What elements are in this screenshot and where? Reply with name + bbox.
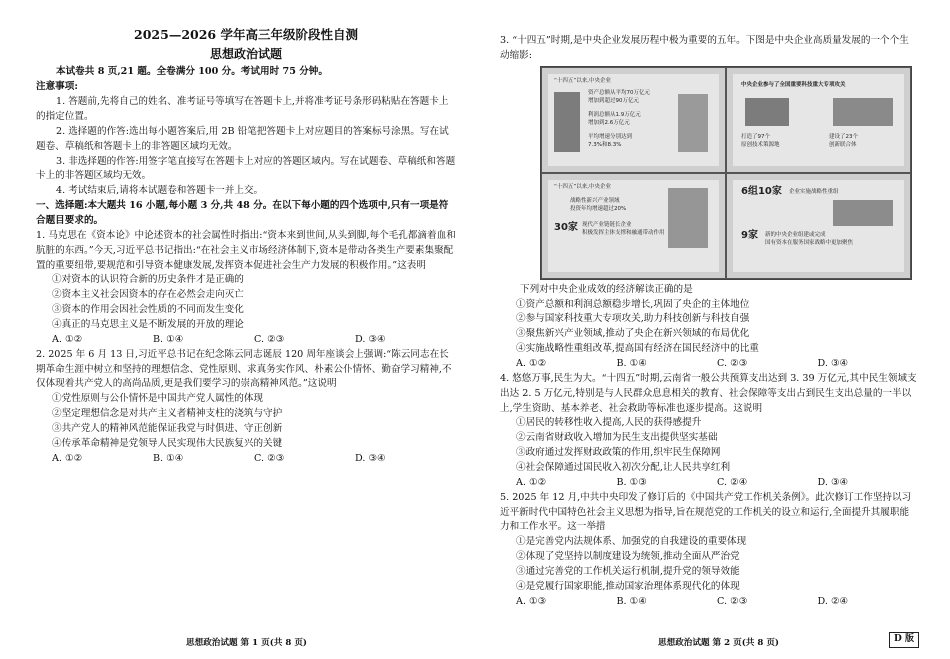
exam-subtitle: 思想政治试题 (209, 46, 282, 61)
option-b: B. ①④ (153, 333, 184, 345)
option-d: D. ③④ (355, 452, 386, 464)
infographic-panel-1 (541, 67, 726, 173)
answer-options (516, 595, 918, 610)
option-a: A. ①③ (516, 595, 547, 607)
option-d: D. ③④ (817, 358, 849, 370)
statement-item: ①资产总额和利润总额稳步增长,巩固了央企的主体地位 (516, 298, 750, 310)
panel-2-line: 创新联合体 (829, 141, 857, 148)
machine-graphic (833, 98, 893, 126)
version-badge: D 版 (889, 632, 919, 648)
option-c: C. ②③ (254, 333, 285, 345)
statement-item: ②资本主义社会因资本的存在必然会走向灭亡 (52, 289, 244, 301)
panel-3-title: “十四五”以来,中央企业 (554, 183, 611, 190)
question-2 (36, 348, 456, 467)
option-d: D. ③④ (817, 476, 849, 488)
panel-2-line: 原创技术策源地 (741, 141, 780, 148)
option-c: C. ②③ (254, 452, 285, 464)
option-b: B. ①④ (153, 452, 184, 464)
panel-3-line: 战略性新兴产业领域 (570, 197, 620, 204)
panel-1-line: 资产总额从平均70万亿元 (588, 89, 650, 96)
infographic-figure (540, 66, 912, 280)
question-4-stem: 4. 悠悠万事,民生为大。“十四五”时期,云南省一般公共预算支出达到 3. 39 万亿元,其中民生领域支出达 2. 5 万亿元,特别是与人民群众息息相关的教育、社会保障等支出占到民生支出总量的一半以上,学生资助、基本养老、社会救助等标准也逐步提高。这说明 (500, 372, 917, 414)
infographic-panel-2 (726, 67, 911, 173)
statement-item: ③政府通过发挥财政政策的作用,织牢民生保障网 (516, 447, 721, 459)
statement-item: ①是完善党内法规体系、加强党的自我建设的重要体现 (516, 536, 747, 548)
statement-item: ④是党履行国家职能,推动国家治理体系现代化的体现 (516, 580, 740, 592)
option-c: C. ②④ (717, 476, 748, 488)
option-b: B. ①④ (616, 358, 647, 370)
question-stem: 1. 马克思在《资本论》中论述资本的社会属性时指出:“资本来到世间,从头到脚,每个毛孔都滴着血和肮脏的东西。”今天,习近平总书记指出:“在社会主义市场经济体制下,资本是带动各类生产要素集聚配置的重要纽带,要规范和引导资本健康发展,发挥资本促进社会生产力发展的积极作用。”这表明 (36, 229, 456, 271)
statement-item: ④真正的马克思主义是不断发展的开放的理论 (52, 318, 244, 330)
panel-4-line: 国有资本在服务国家战略中更加聚焦 (765, 239, 854, 246)
panel-2-line: 打造了97个 (741, 133, 770, 140)
statement-item: ①对资本的认识符合新的历史条件才是正确的 (52, 274, 244, 286)
option-a: A. ①② (516, 476, 547, 488)
answer-options (516, 476, 918, 491)
panel-1-title: “十四五”以来,中央企业 (554, 77, 611, 84)
panel-2-line: 建设了23个 (829, 133, 858, 140)
notice-item: 3. 非选择题的作答:用签字笔直接写在答题卡上对应的答题区域内。写在试题卷、草稿纸和答题卡上的非答题区域均无效。 (36, 155, 456, 182)
statement-item: ③聚焦新兴产业领域,推动了央企在新兴领域的布局优化 (516, 328, 750, 340)
panel-4-title: 6组10家 (741, 185, 782, 197)
notice-item: 2. 选择题的作答:选出每小题答案后,用 2B 铅笔把答题卡上对应题目的答案标号涂黑。写在试题卷、草稿纸和答题卡上的非答题区域均无效。 (36, 125, 449, 152)
rail-graphic (833, 200, 893, 226)
option-b: B. ①④ (616, 595, 647, 607)
question-5-stem: 5. 2025 年 12 月,中共中央印发了修订后的《中国共产党工作机关条例》。此次修订工作坚持以习近平新时代中国特色社会主义思想为指导,旨在规范党的工作机关的设立和运行,全面提升其履职能力和工作水平。这一举措 (500, 491, 912, 533)
option-a: A. ①② (52, 333, 83, 345)
statement-item: ②体现了党坚持以制度建设为统领,推动全面从严治党 (516, 551, 740, 563)
option-c: C. ②③ (717, 595, 748, 607)
page-1-footer: 思想政治试题 第 1 页(共 8 页) (186, 638, 307, 648)
statement-item: ④传承革命精神是党领导人民实现伟大民族复兴的关键 (52, 437, 283, 449)
question-3-stem: 3. “十四五”时期,是中央企业发展历程中极为重要的五年。下图是中央企业高质量发展的一个个生动缩影: (500, 35, 909, 61)
page-2-footer: 思想政治试题 第 2 页(共 8 页) (658, 638, 779, 648)
panel-3-line: 积极发挥主体支撑和融通带动作用 (582, 229, 665, 236)
page-1 (36, 26, 456, 467)
panel-1-line: 7.3%和8.3% (588, 141, 622, 148)
panel-1-line: 平均增速分别达到 (588, 133, 633, 140)
panel-3-line: 投资年均增速超过20% (570, 205, 627, 212)
notice-heading: 注意事项: (36, 81, 78, 93)
question-3-ask: 下列对中央企业成效的经济解读正确的是 (520, 283, 693, 295)
statement-item: ②参与国家科技重大专项攻关,助力科技创新与科技自强 (516, 313, 750, 325)
option-a: A. ①② (52, 452, 83, 464)
statement-item: ④社会保障通过国民收入初次分配,让人民共享红利 (516, 462, 731, 474)
infographic-panel-3 (541, 173, 726, 279)
panel-4-line: 新的中央企业组建或完成 (765, 231, 826, 238)
statement-item: ①党性原则与公仆情怀是中国共产党人属性的体现 (52, 393, 264, 405)
statement-item: ③共产党人的精神风范能保证我党与时俱进、守正创新 (52, 422, 283, 434)
option-a: A. ①② (516, 358, 547, 370)
panel-3-line: 现代产业链链长企业 (582, 221, 632, 228)
section-heading: 一、选择题:本大题共 16 小题,每小题 3 分,共 48 分。在以下每小题的四个选项中,只有一项是符合题目要求的。 (36, 200, 449, 226)
chip-graphic (745, 98, 789, 126)
building-graphic (554, 92, 580, 152)
statement-item: ③通过完善党的工作机关运行机制,提升党的领导效能 (516, 566, 740, 578)
statement-item: ②坚定理想信念是对共产主义者精神支柱的浇筑与守护 (52, 408, 283, 420)
panel-1-line: 增加到2.6万亿元 (588, 119, 630, 126)
answer-options (516, 357, 918, 372)
notice-item: 1. 答题前,先将自己的姓名、准考证号等填写在答题卡上,并将准考证号条形码粘贴在答题卡上的指定位置。 (36, 96, 449, 122)
page-2 (500, 34, 918, 610)
exam-title: 2025—2026 学年高三年级阶段性自测 (134, 27, 358, 42)
answer-options (52, 452, 456, 467)
infographic-panel-4 (726, 173, 911, 279)
panel-1-line: 增加到超过90万亿元 (588, 97, 639, 104)
option-d: D. ②④ (817, 595, 849, 607)
tower-graphic (678, 94, 708, 152)
panel-4-subtitle: 企业实施战略性重组 (789, 188, 839, 195)
option-d: D. ③④ (355, 333, 386, 345)
exam-info: 本试卷共 8 页,21 题。全卷满分 100 分。考试用时 75 分钟。 (56, 66, 328, 78)
panel-4-line: 9家 (741, 229, 758, 241)
panel-2-title: 中央企业参与了全国重要科技重大专项攻关 (741, 81, 846, 88)
statement-item: ③资本的作用会因社会性质的不同而发生变化 (52, 304, 244, 316)
question-stem: 2. 2025 年 6 月 13 日,习近平总书记在纪念陈云同志诞辰 120 周年座谈会上强调:“陈云同志在长期革命生涯中树立和坚持的理想信念、党性原则、求真务实作风、朴素公仆情怀、勤奋学习精神,不仅体现着共产党人的高尚品质,更是我们要学习的崇高精神风范。”这说明 (36, 348, 452, 390)
notice-item: 4. 考试结束后,请将本试题卷和答题卡一并上交。 (56, 185, 264, 197)
question-1 (36, 229, 456, 348)
panel-1-line: 利润总额从1.9万亿元 (588, 111, 641, 118)
option-c: C. ②③ (717, 358, 748, 370)
satellite-graphic (668, 188, 708, 248)
statement-item: ②云南省财政收入增加为民生支出提供坚实基础 (516, 432, 718, 444)
option-b: B. ①③ (616, 476, 647, 488)
panel-3-line: 30家 (554, 221, 578, 233)
statement-item: ④实施战略性重组改革,提高国有经济在国民经济中的比重 (516, 343, 759, 355)
statement-item: ①居民的转移性收入提高,人民的获得感提升 (516, 417, 702, 429)
answer-options (52, 333, 456, 348)
